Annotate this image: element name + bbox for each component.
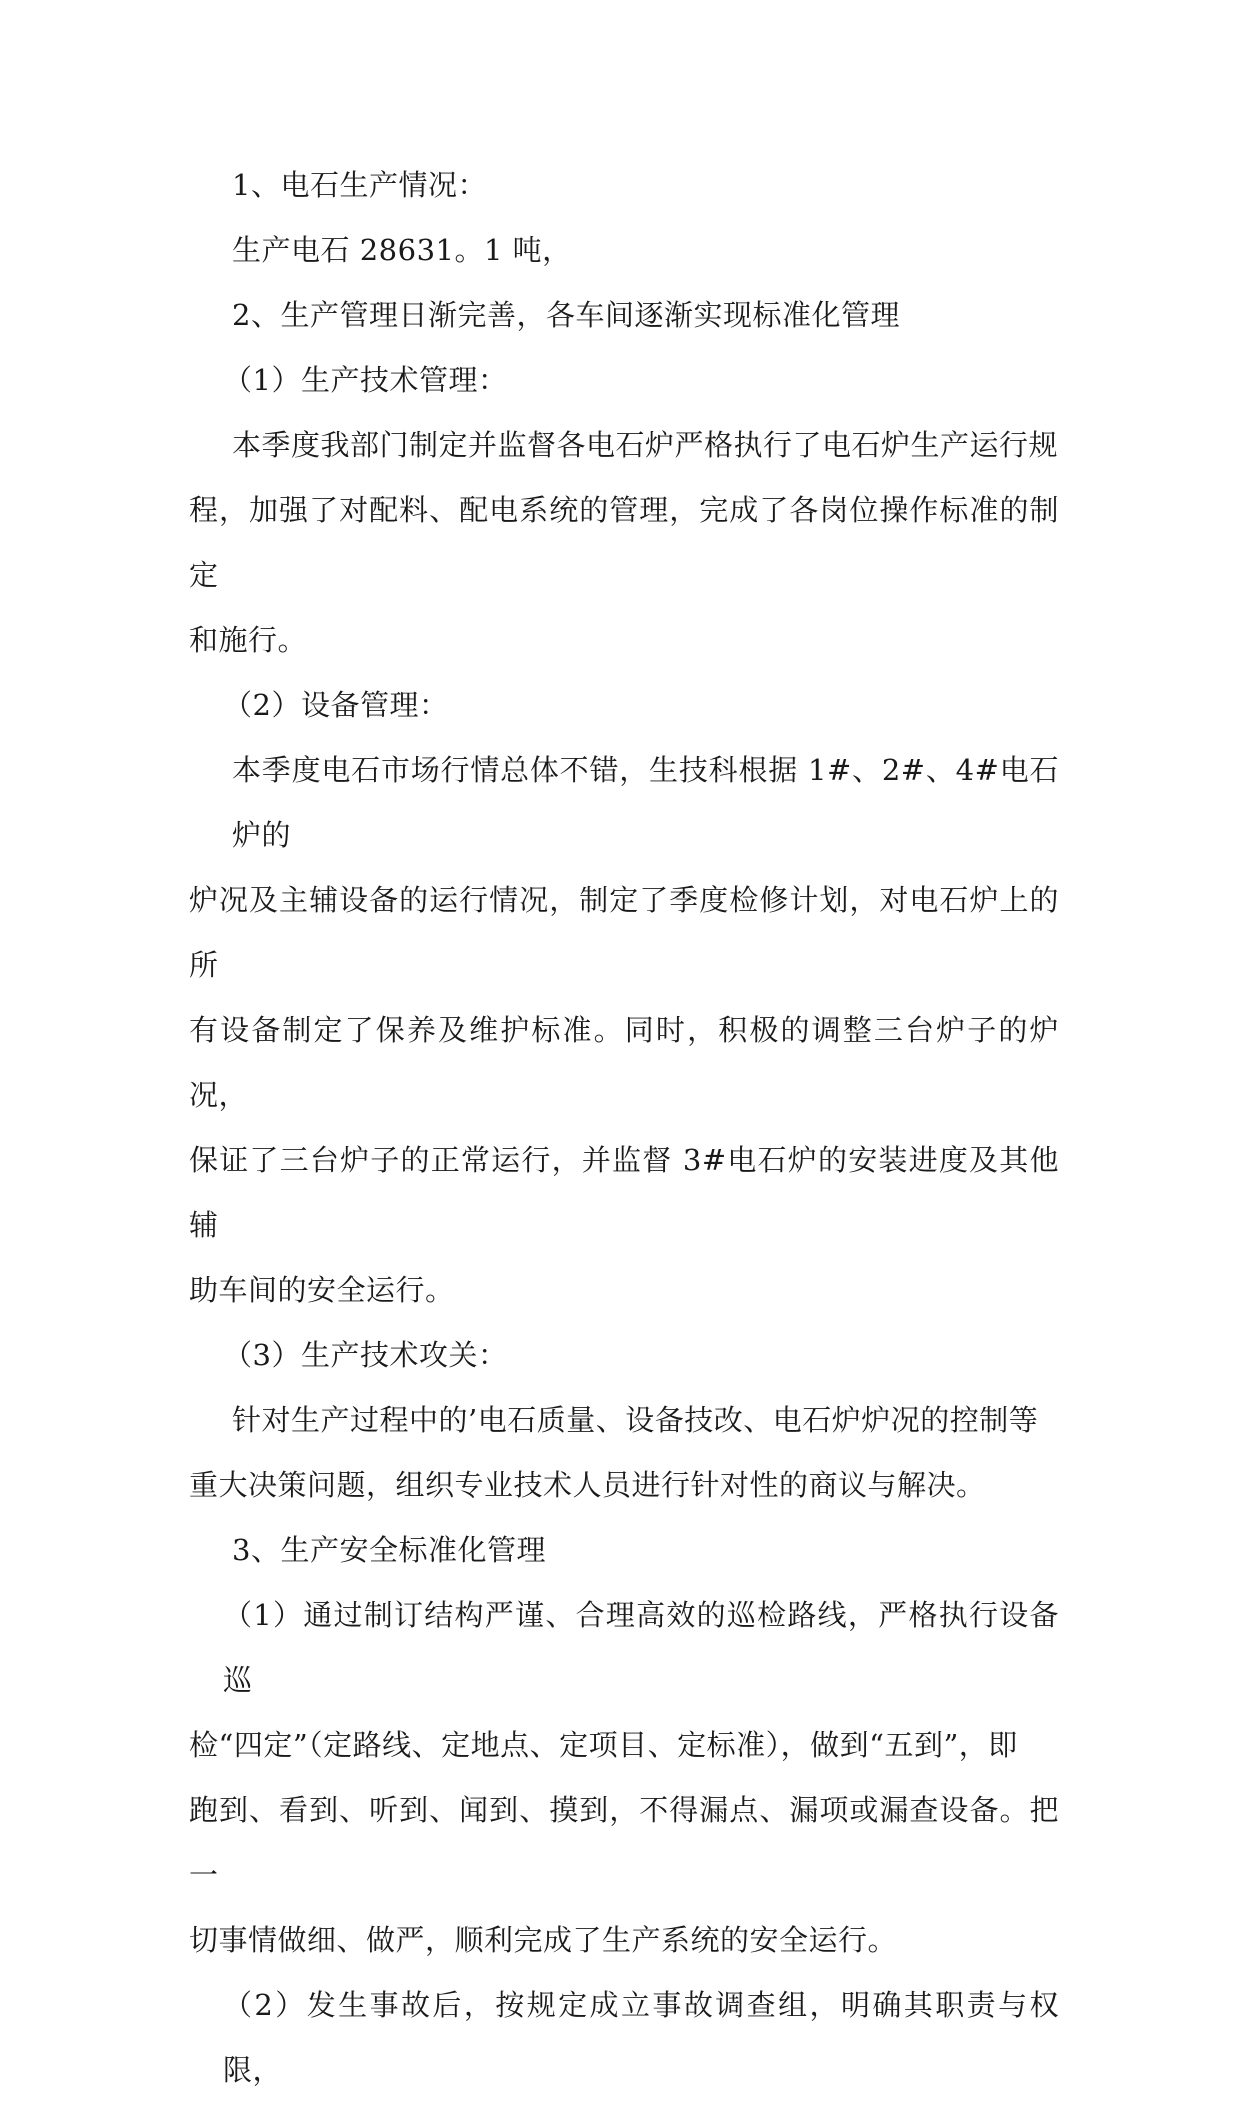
paragraph-line: 针对生产过程中的’电石质量、设备技改、电石炉炉况的控制等 xyxy=(232,1403,1039,1437)
paragraph-line: 重大决策问题，组织专业技术人员进行针对性的商议与解决。 xyxy=(189,1468,986,1502)
paragraph-line: （2）发生事故后，按规定成立事故调查组，明确其职责与权限， xyxy=(223,1988,1059,2087)
paragraph-line: 检“四定”（定路线、定地点、定项目、定标准），做到“五到”，即 xyxy=(189,1728,1018,1762)
subheading-technical-research: （3）生产技术攻关： xyxy=(223,1338,508,1372)
paragraph-line: 切事情做细、做严，顺利完成了生产系统的安全运行。 xyxy=(189,1923,898,1957)
production-output-line: 生产电石 28631。1 吨， xyxy=(232,233,572,267)
paragraph-line: 有设备制定了保养及维护标准。同时，积极的调整三台炉子的炉况， xyxy=(189,1013,1059,1112)
paragraph-line: 助车间的安全运行。 xyxy=(189,1273,455,1307)
paragraph-line: 本季度电石市场行情总体不错，生技科根据 1#、2#、4#电石炉的 xyxy=(232,753,1059,852)
section-heading-2: 2、生产管理日渐完善，各车间逐渐实现标准化管理 xyxy=(232,298,900,332)
subheading-technical-management: （1）生产技术管理： xyxy=(223,363,508,397)
paragraph-line: 保证了三台炉子的正常运行，并监督 3#电石炉的安装进度及其他辅 xyxy=(189,1143,1059,1242)
paragraph-line: 炉况及主辅设备的运行情况，制定了季度检修计划，对电石炉上的所 xyxy=(189,883,1059,982)
section-heading-1: 1、电石生产情况： xyxy=(232,168,487,202)
paragraph-line: 本季度我部门制定并监督各电石炉严格执行了电石炉生产运行规 xyxy=(232,428,1059,462)
paragraph-line: （1）通过制订结构严谨、合理高效的巡检路线，严格执行设备巡 xyxy=(223,1598,1059,1697)
subheading-equipment-management: （2）设备管理： xyxy=(223,688,449,722)
document-body xyxy=(189,153,1059,2103)
section-heading-3: 3、生产安全标准化管理 xyxy=(232,1533,546,1567)
paragraph-line: 程，加强了对配料、配电系统的管理，完成了各岗位操作标准的制定 xyxy=(189,493,1059,592)
paragraph-line: 跑到、看到、听到、闻到、摸到，不得漏点、漏项或漏查设备。把一 xyxy=(189,1793,1059,1892)
paragraph-line: 和施行。 xyxy=(189,623,308,657)
